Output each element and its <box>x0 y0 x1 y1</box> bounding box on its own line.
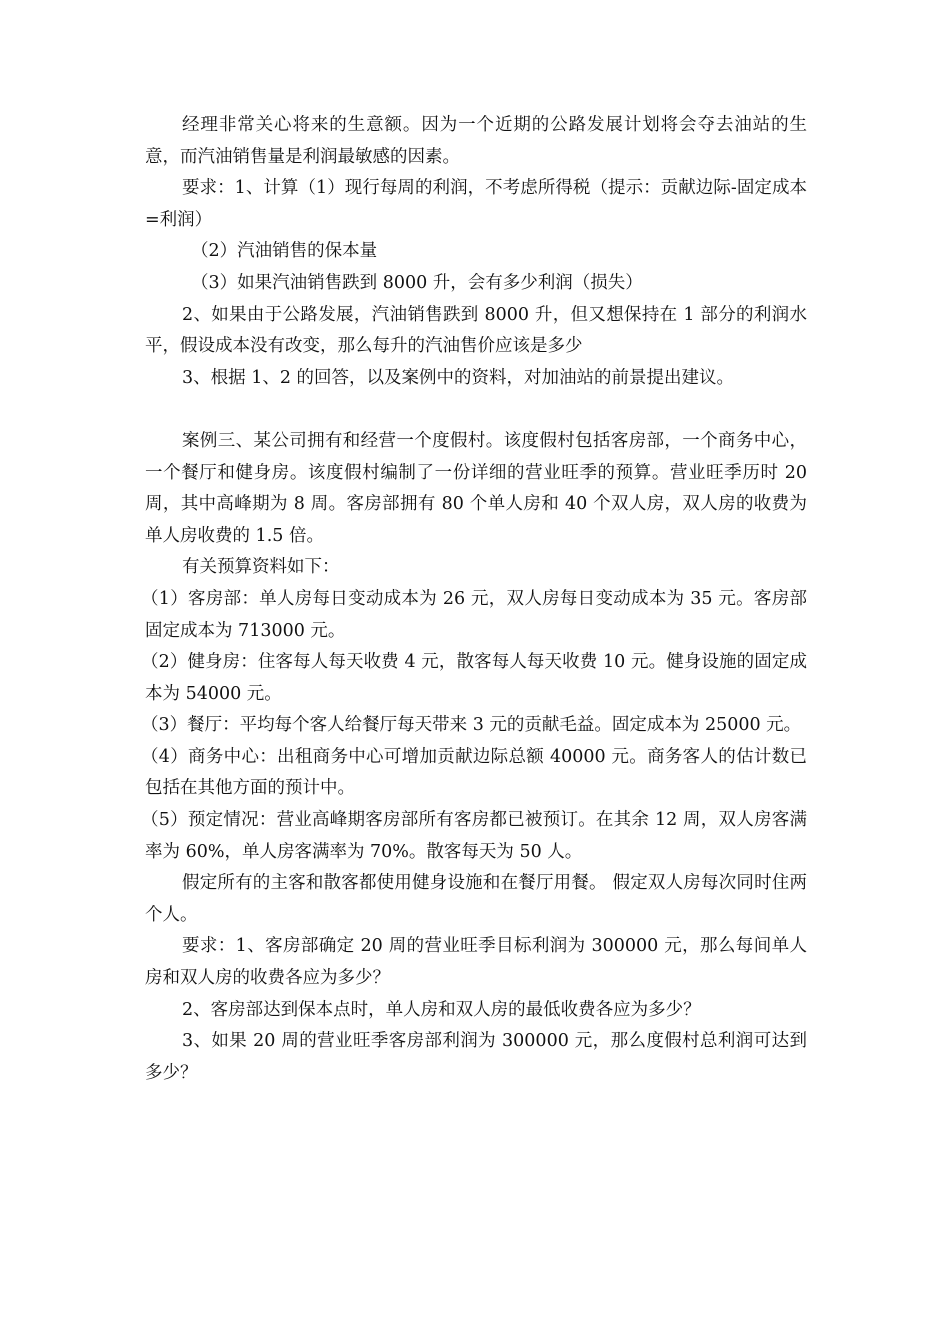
paragraph-5: 3、根据 1、2 的回答，以及案例中的资料，对加油站的前景提出建议。 <box>182 367 735 388</box>
paragraph-4: 2、如果由于公路发展，汽油销售跌到 8000 升，但又想保持在 1 部分的利润水平，假设成本没有改变，那么每升的汽油售价应该是多少 <box>145 304 807 357</box>
paragraph-9: （1）客房部：单人房每日变动成本为 26 元，双人房每日变动成本为 35 元。客房部固定成本为 713000 元。 <box>141 588 807 641</box>
paragraph-16: 2、客房部达到保本点时，单人房和双人房的最低收费各应为多少？ <box>182 999 701 1020</box>
paragraph-13: （5）预定情况：营业高峰期客房部所有客房都已被预订。在其余 12 周，双人房客满率为 60%，单人房客满率为 70%。散客每天为 50 人。 <box>141 810 807 862</box>
paragraph-8: 有关预算资料如下： <box>182 557 340 578</box>
paragraph-15: 要求：1、客房部确定 20 周的营业旺季目标利润为 300000 元，那么每间单人房和双人房的收费各应为多少？ <box>145 936 807 989</box>
paragraph-17: 3、如果 20 周的营业旺季客房部利润为 300000 元，那么度假村总利润可达到多少？ <box>145 1031 807 1083</box>
paragraph-11: （3）餐厅：平均每个客人给餐厅每天带来 3 元的贡献毛益。固定成本为 25000 元。 <box>141 715 802 736</box>
paragraph-0: 经理非常关心将来的生意额。因为一个近期的公路发展计划将会夺去油站的生意，而汽油销售量是利润最敏感的因素。 <box>145 115 807 167</box>
paragraph-gap <box>145 394 807 426</box>
paragraph-12: （4）商务中心：出租商务中心可增加贡献边际总额 40000 元。商务客人的估计数已包括在其他方面的预计中。 <box>141 746 807 799</box>
document-page <box>141 110 807 1089</box>
paragraph-1: 要求：1、计算（1）现行每周的利润，不考虑所得税（提示：贡献边际-固定成本=利润） <box>145 178 807 230</box>
paragraph-7: 案例三、某公司拥有和经营一个度假村。该度假村包括客房部，一个商务中心，一个餐厅和健身房。该度假村编制了一份详细的营业旺季的预算。营业旺季历时 20 周，其中高峰期为 8 周。客房部拥有 80 个单人房和 40 个双人房，双人房的收费为单人房收费的 1.5 倍。 <box>145 430 807 546</box>
paragraph-2: （2）汽油销售的保本量 <box>191 241 378 262</box>
paragraph-3: （3）如果汽油销售跌到 8000 升，会有多少利润（损失） <box>191 272 643 293</box>
paragraph-14: 假定所有的主客和散客都使用健身设施和在餐厅用餐。 假定双人房每次同时住两个人。 <box>145 873 807 925</box>
paragraph-10: （2）健身房：住客每人每天收费 4 元，散客每人每天收费 10 元。健身设施的固定成本为 54000 元。 <box>141 652 807 704</box>
